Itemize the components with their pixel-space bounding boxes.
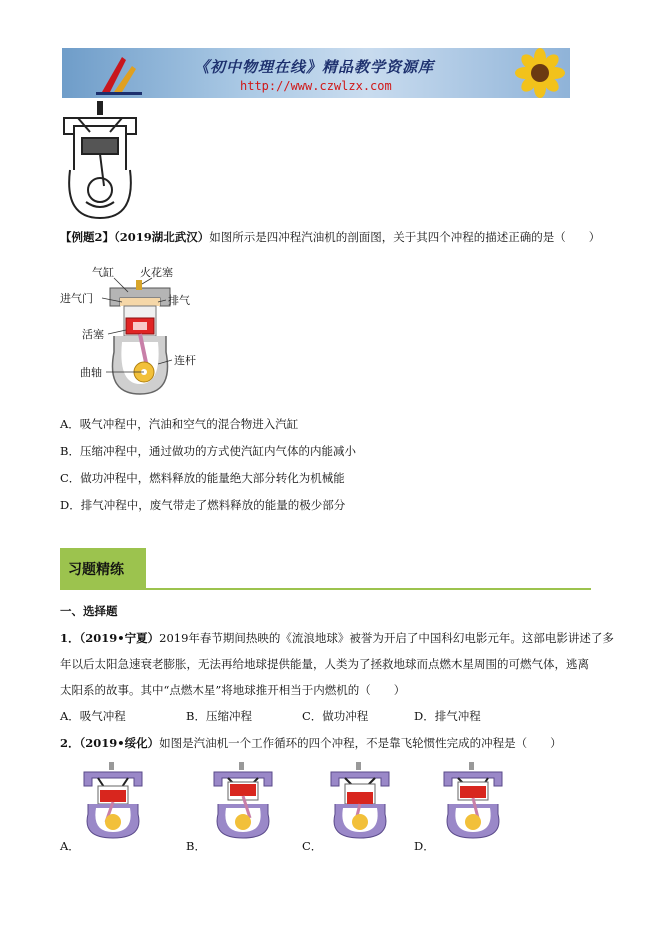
label-leader-lines <box>60 258 210 398</box>
label-exhaust: 排气 <box>168 294 190 307</box>
q1-number: 1． <box>60 631 80 645</box>
practice-subheading: 一、选择题 <box>60 604 118 618</box>
q1-option-c: C．做功冲程 <box>302 709 369 723</box>
label-crankshaft: 曲轴 <box>80 366 102 379</box>
example2-option-c: C．做功冲程中，燃料释放的能量绝大部分转化为机械能 <box>60 471 345 485</box>
q2-source: （2019•绥化） <box>79 736 160 750</box>
engine-cross-section-figure <box>60 100 140 220</box>
q2-option-b: B． <box>186 839 206 853</box>
example2-option-a: A．吸气冲程中，汽油和空气的混合物进入汽缸 <box>60 417 299 431</box>
q1-line-2: 年以后太阳急速衰老膨胀，无法再给地球提供能量，人类为了拯救地球而点燃木星周围的可燃气体，逃离 <box>60 657 589 671</box>
example2-tag: 【例题2】 <box>60 230 115 244</box>
q1-line-1 <box>60 630 614 646</box>
label-intake-valve: 进气门 <box>60 292 93 305</box>
q1-option-a: A．吸气冲程 <box>60 709 126 723</box>
q2-option-a: A． <box>60 839 80 853</box>
label-piston: 活塞 <box>82 328 104 341</box>
label-spark-plug: 火花塞 <box>140 266 173 279</box>
banner-url: http://www.czwlzx.com <box>240 79 392 93</box>
example2-engine-diagram <box>60 258 210 398</box>
logo-icon <box>92 52 152 96</box>
sunflower-icon <box>510 48 570 98</box>
q2-option-c: C． <box>302 839 323 853</box>
label-connecting-rod: 连杆 <box>174 354 196 367</box>
header-banner <box>62 48 570 98</box>
example2-source: （2019湖北武汉） <box>114 230 210 244</box>
q1-line-3: 太阳系的故事。其中“点燃木星”将地球推开相当于内燃机的（ ） <box>60 683 406 697</box>
example2-text: 如图所示是四冲程汽油机的剖面图，关于其四个冲程的描述正确的是（ ） <box>209 230 601 244</box>
practice-heading: 习题精练 <box>68 562 124 578</box>
example2-option-b: B．压缩冲程中，通过做功的方式使汽缸内气体的内能减小 <box>60 444 356 458</box>
q1-option-d: D．排气冲程 <box>414 709 481 723</box>
example2-option-d: D．排气冲程中，废气带走了燃料释放的能量的极少部分 <box>60 498 346 512</box>
example2-question <box>60 229 600 245</box>
q2-stroke-diagram-a <box>78 760 148 840</box>
q2-line <box>60 735 562 751</box>
q2-text: 如图是汽油机一个工作循环的四个冲程，不是靠飞轮惯性完成的冲程是（ ） <box>159 736 562 750</box>
q1-source: （2019•宁夏） <box>79 631 160 645</box>
q1-option-b: B．压缩冲程 <box>186 709 252 723</box>
label-cylinder: 气缸 <box>92 266 114 279</box>
section-divider <box>60 588 591 590</box>
q2-stroke-diagram-d <box>438 760 508 840</box>
practice-section-tab <box>60 548 146 588</box>
banner-title: 《初中物理在线》精品教学资源库 <box>194 58 435 76</box>
q2-number: 2． <box>60 736 80 750</box>
q2-option-d: D． <box>414 839 435 853</box>
q1-text-1: 2019年春节期间热映的《流浪地球》被誉为开启了中国科幻电影元年。这部电影讲述了多 <box>159 631 614 645</box>
q2-stroke-diagram-c <box>325 760 395 840</box>
q2-stroke-diagram-b <box>208 760 278 840</box>
